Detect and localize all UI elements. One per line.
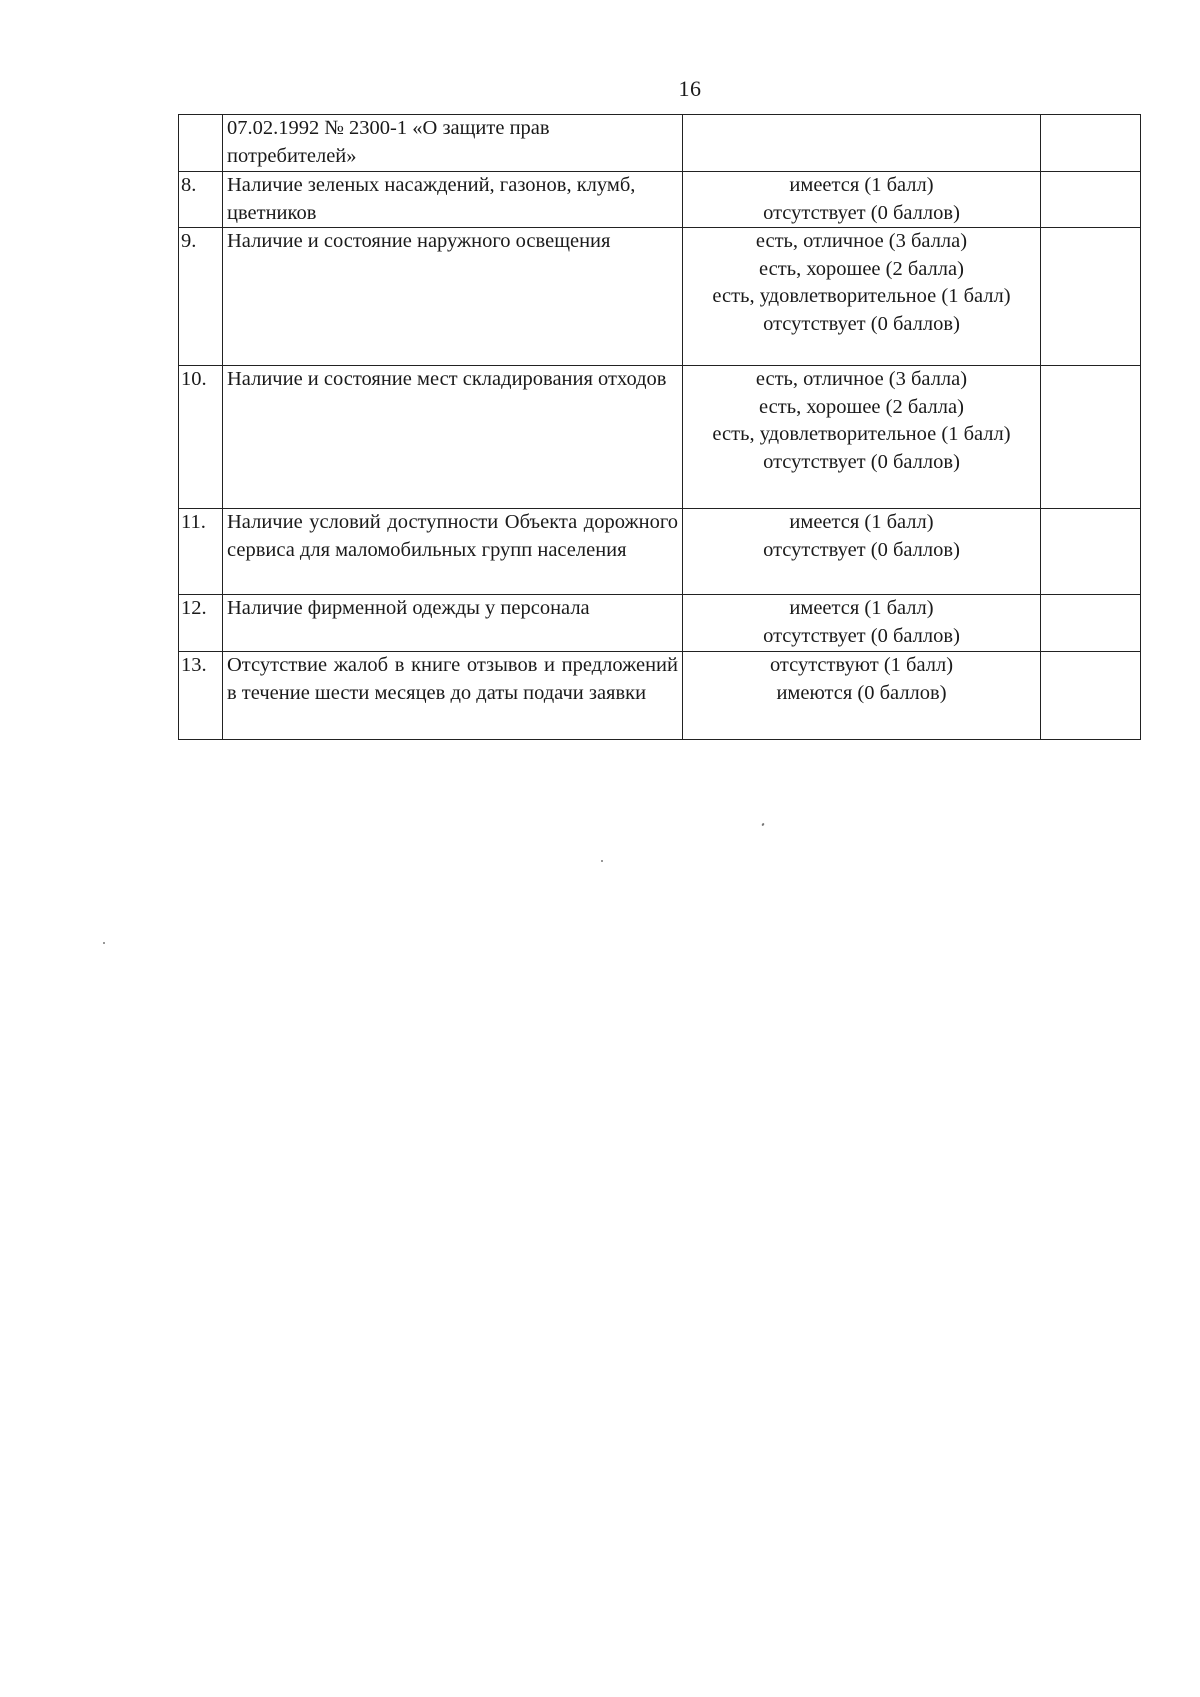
extra-cell <box>1041 172 1141 228</box>
extra-cell <box>1041 115 1141 172</box>
score-option: имеются (0 баллов) <box>776 681 947 704</box>
row-number <box>179 115 223 172</box>
row-number: 8. <box>179 172 223 228</box>
score-option: отсутствуют (1 балл) <box>769 654 954 676</box>
row-number: 12. <box>179 595 223 652</box>
criterion-text: Наличие и состояние мест складирования отходов <box>223 366 683 509</box>
criterion-text: Наличие фирменной одежды у персонала <box>223 595 683 652</box>
score-option: есть, хорошее (2 балла) <box>759 257 964 280</box>
criterion-text: Наличие зеленых насаждений, газонов, клумб, цветников <box>223 172 683 228</box>
table-row <box>179 115 1141 172</box>
score-option: есть, удовлетворительное (1 балл) <box>712 423 1011 445</box>
table-row <box>179 509 1141 595</box>
score-option: отсутствует (0 баллов) <box>763 201 960 224</box>
score-option: отсутствует (0 баллов) <box>763 450 960 473</box>
extra-cell <box>1041 595 1141 652</box>
criteria-table <box>178 114 1141 740</box>
score-cell <box>683 115 1041 172</box>
score-option: имеется (1 балл) <box>789 174 934 196</box>
score-option: имеется (1 балл) <box>789 511 934 533</box>
criterion-text: Наличие условий доступности Объекта дорожного сервиса для маломобильных групп населения <box>223 509 683 595</box>
row-number: 9. <box>179 228 223 366</box>
score-cell <box>683 652 1041 740</box>
extra-cell <box>1041 366 1141 509</box>
score-option: отсутствует (0 баллов) <box>763 624 960 647</box>
extra-cell <box>1041 509 1141 595</box>
score-cell <box>683 509 1041 595</box>
row-number: 13. <box>179 652 223 740</box>
score-option: есть, отличное (3 балла) <box>755 368 968 390</box>
score-cell <box>683 172 1041 228</box>
score-option: есть, хорошее (2 балла) <box>759 395 964 418</box>
page-number: 16 <box>678 76 702 101</box>
criterion-text: 07.02.1992 № 2300-1 «О защите прав потребителей» <box>223 115 683 172</box>
criterion-text: Наличие и состояние наружного освещения <box>223 228 683 366</box>
table-row <box>179 366 1141 509</box>
criterion-text: Отсутствие жалоб в книге отзывов и предложений в течение шести месяцев до даты подачи заявки <box>223 652 683 740</box>
table-row <box>179 172 1141 228</box>
score-cell <box>683 366 1041 509</box>
score-option: есть, удовлетворительное (1 балл) <box>712 285 1011 307</box>
score-cell <box>683 228 1041 366</box>
scan-speck <box>103 942 105 944</box>
extra-cell <box>1041 652 1141 740</box>
row-number: 10. <box>179 366 223 509</box>
table-row <box>179 228 1141 366</box>
score-option: имеется (1 балл) <box>789 597 934 619</box>
table-row <box>179 595 1141 652</box>
scan-speck <box>601 860 603 862</box>
extra-cell <box>1041 228 1141 366</box>
scan-speck <box>761 823 764 827</box>
score-option: есть, отличное (3 балла) <box>755 230 968 252</box>
row-number: 11. <box>179 509 223 595</box>
score-option: отсутствует (0 баллов) <box>763 312 960 335</box>
table-row <box>179 652 1141 740</box>
score-cell <box>683 595 1041 652</box>
score-option: отсутствует (0 баллов) <box>763 538 960 561</box>
